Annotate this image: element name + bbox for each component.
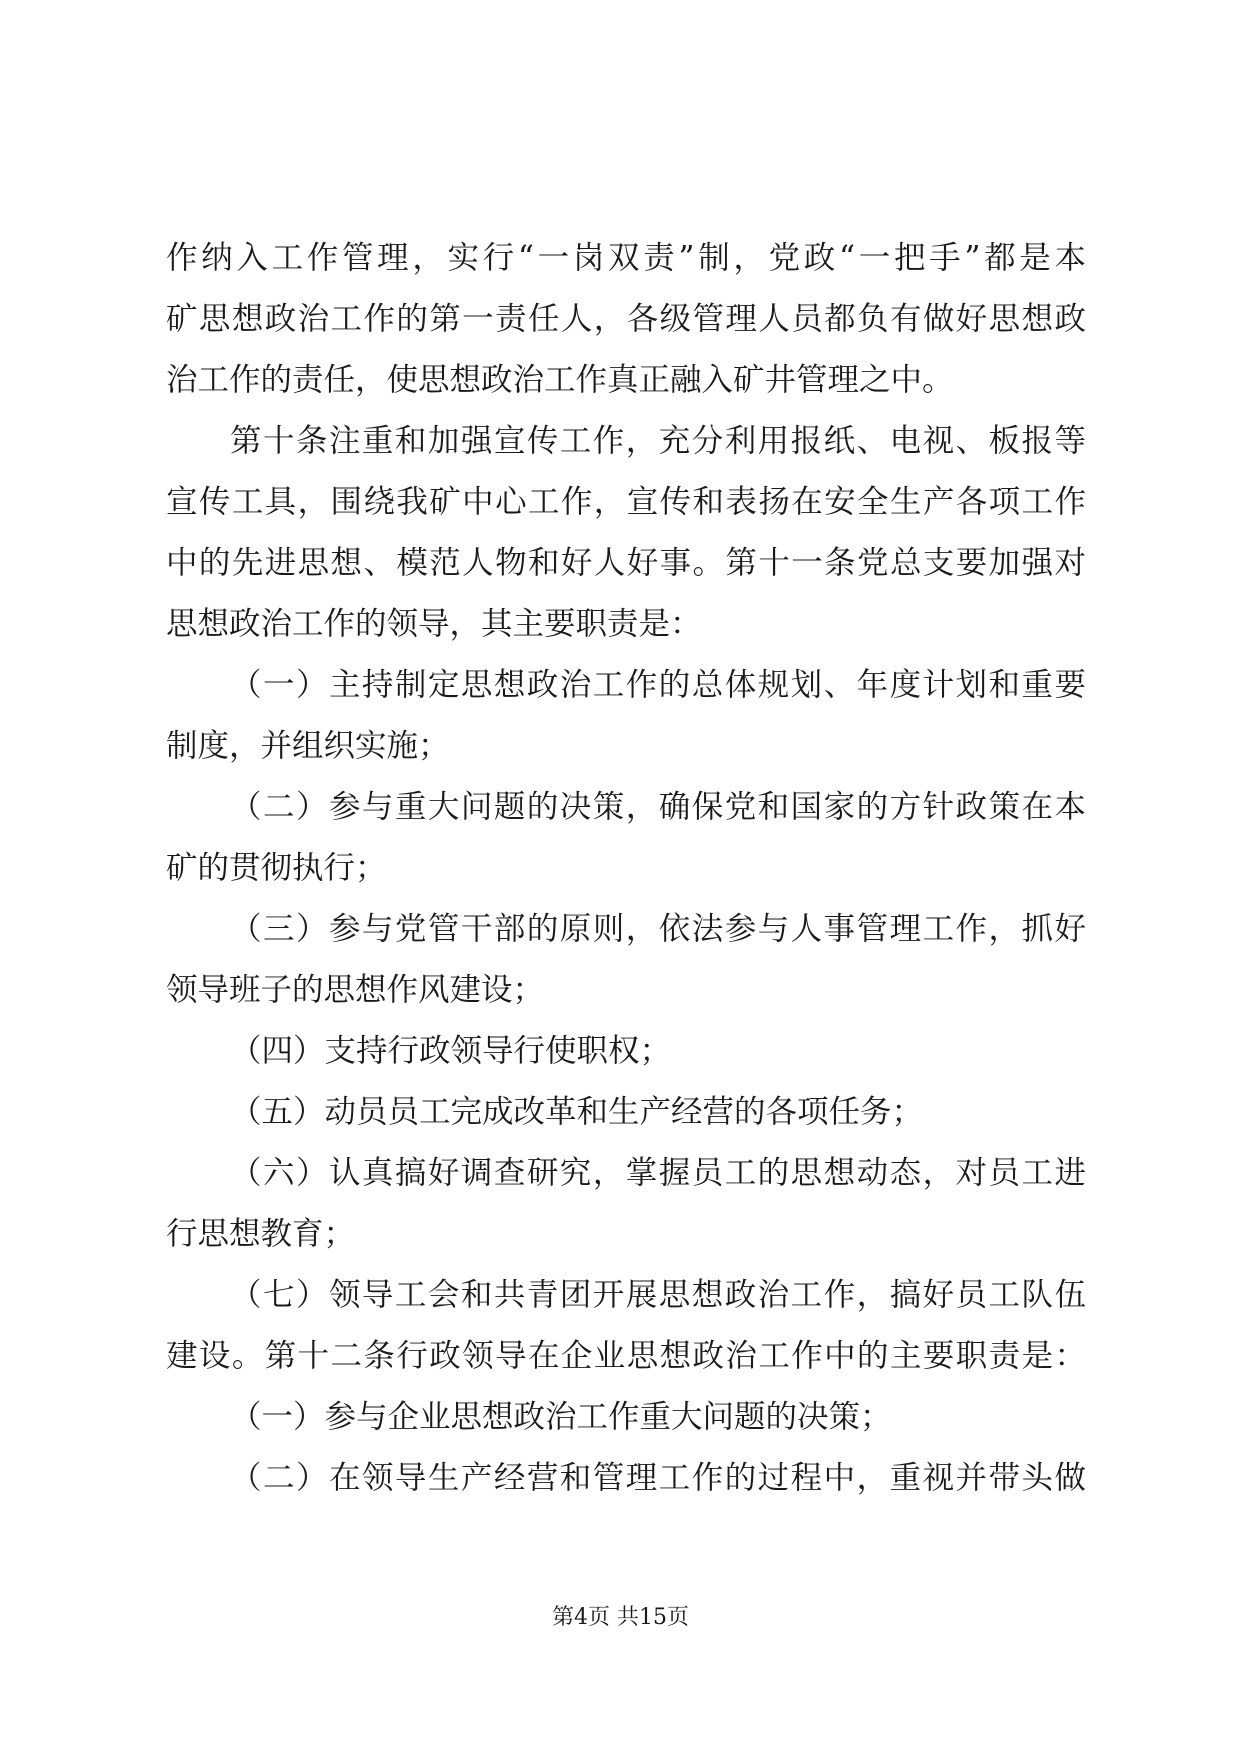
text-line: 中的先进思想、模范人物和好人好事。第十一条党总支要加强对 bbox=[166, 545, 1086, 581]
text-line: 矿的贯彻执行； bbox=[166, 850, 387, 886]
document-body bbox=[166, 228, 1086, 1509]
text-line: 建设。第十二条行政领导在企业思想政治工作中的主要职责是： bbox=[166, 1338, 1086, 1374]
text-line: 行思想教育； bbox=[166, 1216, 356, 1252]
text-line: 宣传工具，围绕我矿中心工作，宣传和表扬在安全生产各项工作 bbox=[166, 484, 1086, 520]
text-line: （六）认真搞好调查研究，掌握员工的思想动态，对员工进 bbox=[230, 1155, 1086, 1191]
text-line: 作纳入工作管理，实行“一岗双责”制，党政“一把手”都是本 bbox=[166, 240, 1086, 276]
text-line: （二）参与重大问题的决策，确保党和国家的方针政策在本 bbox=[230, 789, 1086, 825]
page-number-footer: 第4页 共15页 bbox=[552, 1605, 689, 1630]
text-line: （七）领导工会和共青团开展思想政治工作，搞好员工队伍 bbox=[230, 1277, 1086, 1313]
text-line: （一）主持制定思想政治工作的总体规划、年度计划和重要 bbox=[230, 667, 1086, 703]
text-line: （三）参与党管干部的原则，依法参与人事管理工作，抓好 bbox=[230, 911, 1086, 947]
text-line: 治工作的责任，使思想政治工作真正融入矿井管理之中。 bbox=[166, 362, 954, 398]
text-line: 制度，并组织实施； bbox=[166, 728, 450, 764]
text-line: 矿思想政治工作的第一责任人，各级管理人员都负有做好思想政 bbox=[166, 301, 1086, 337]
text-line: （四）支持行政领导行使职权； bbox=[230, 1033, 672, 1069]
text-line: 领导班子的思想作风建设； bbox=[166, 972, 545, 1008]
text-line: （五）动员员工完成改革和生产经营的各项任务； bbox=[230, 1094, 924, 1130]
text-line: 思想政治工作的领导，其主要职责是： bbox=[166, 606, 702, 642]
text-line: （二）在领导生产经营和管理工作的过程中，重视并带头做 bbox=[230, 1460, 1086, 1496]
text-line: （一）参与企业思想政治工作重大问题的决策； bbox=[230, 1399, 892, 1435]
text-line: 第十条注重和加强宣传工作，充分利用报纸、电视、板报等 bbox=[230, 423, 1086, 459]
